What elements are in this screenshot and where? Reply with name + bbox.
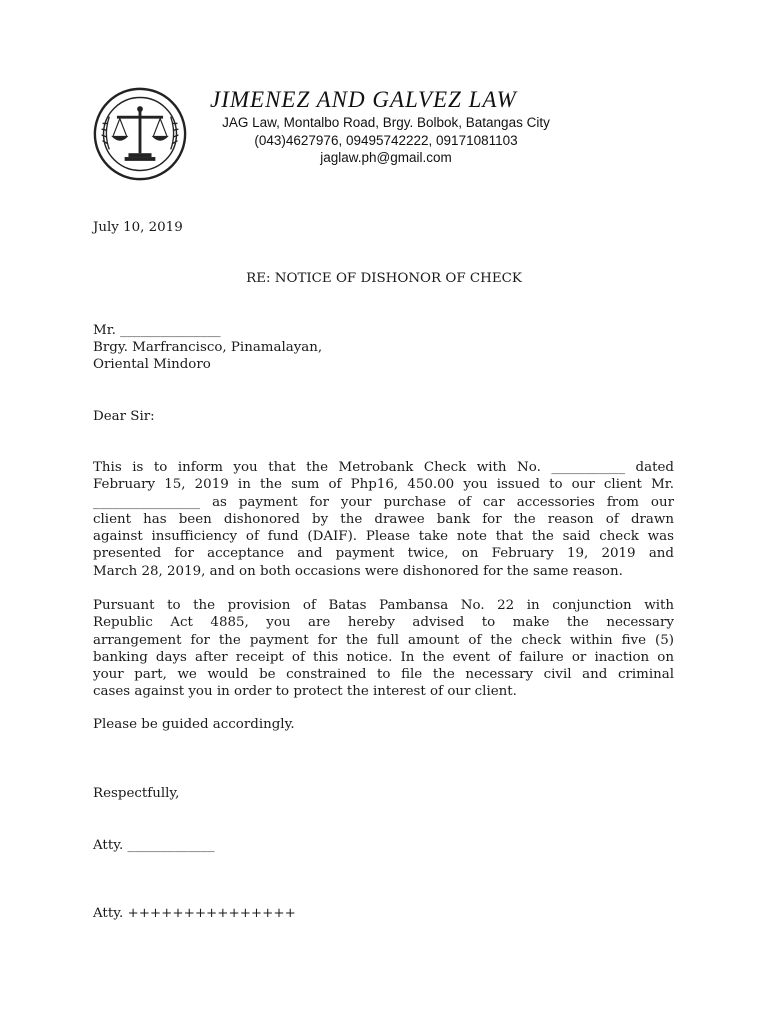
paragraph-line: banking days after receipt of this notice. In the event of failure or inaction on bbox=[93, 649, 674, 665]
paragraph-line: against insufficiency of fund (DAIF). Please take note that the said check was bbox=[93, 529, 674, 545]
paragraph-line: This is to inform you that the Metrobank Check with No. ___________ dated bbox=[93, 460, 674, 475]
firm-phones: (043)4627976, 09495742222, 09171081103 bbox=[254, 133, 518, 148]
firm-email: jaglaw.ph@gmail.com bbox=[320, 150, 452, 165]
paragraph-line: cases against you in order to protect the interest of our client. bbox=[93, 684, 517, 700]
closing-note: Please be guided accordingly. bbox=[93, 717, 295, 732]
body-paragraph-1 bbox=[93, 459, 674, 580]
paragraph-line: Pursuant to the provision of Batas Pambansa No. 22 in conjunction with bbox=[93, 598, 674, 613]
complimentary-close: Respectfully, bbox=[93, 786, 180, 801]
body-paragraph-2 bbox=[93, 597, 674, 701]
signatory-1: Atty. _____________ bbox=[93, 838, 215, 853]
paragraph-line: February 15, 2019 in the sum of Php16, 450.00 you issued to our client Mr. bbox=[93, 477, 674, 493]
firm-name: JIMENEZ AND GALVEZ LAW bbox=[210, 87, 517, 112]
signatory-2: Atty. +++++++++++++++ bbox=[93, 906, 296, 921]
paragraph-line: arrangement for the payment for the full amount of the check within five (5) bbox=[93, 632, 674, 648]
firm-address: JAG Law, Montalbo Road, Brgy. Bolbok, Batangas City bbox=[222, 115, 550, 130]
recipient-address-line-1: Brgy. Marfrancisco, Pinamalayan, bbox=[93, 340, 323, 355]
paragraph-line: your part, we would be constrained to file the necessary civil and criminal bbox=[93, 667, 674, 683]
paragraph-line: client has been dishonored by the drawee bank for the reason of drawn bbox=[93, 511, 674, 527]
recipient-name: Mr. _______________ bbox=[93, 323, 221, 338]
paragraph-line: March 28, 2019, and on both occasions were dishonored for the same reason. bbox=[93, 563, 623, 579]
paragraph-line: Republic Act 4885, you are hereby advised to make the necessary bbox=[93, 615, 674, 631]
salutation: Dear Sir: bbox=[93, 409, 155, 424]
paragraph-line: ________________ as payment for your purchase of car accessories from our bbox=[93, 494, 674, 510]
recipient-address-line-2: Oriental Mindoro bbox=[93, 357, 211, 372]
scales-of-justice-icon bbox=[92, 86, 188, 182]
letter-subject: RE: NOTICE OF DISHONOR OF CHECK bbox=[246, 271, 522, 286]
letter-date: July 10, 2019 bbox=[93, 220, 183, 235]
paragraph-line: presented for acceptance and payment twice, on February 19, 2019 and bbox=[93, 546, 674, 562]
